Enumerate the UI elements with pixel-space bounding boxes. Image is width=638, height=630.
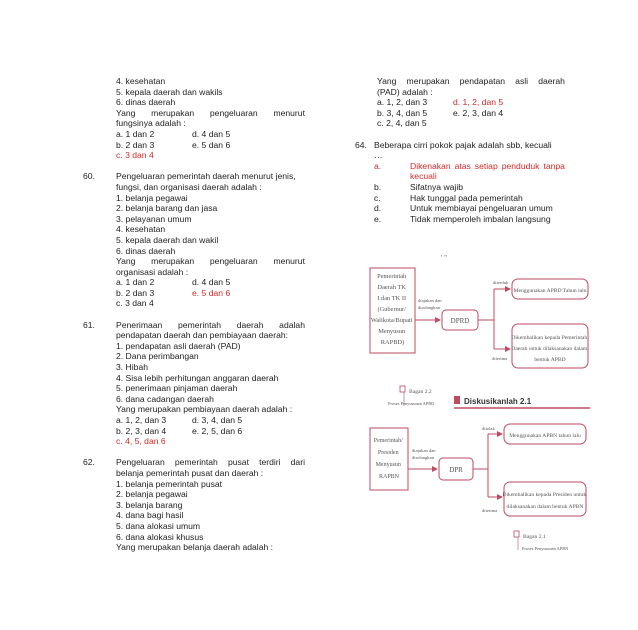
answer-option: c. 4, 5, dan 6 (116, 436, 166, 447)
section-title: Diskusikanlah 2.1 (464, 397, 532, 406)
list-item: 6. dana alokasi khusus (116, 531, 204, 542)
question-62: 62. Pengeluaran pemerintah pusat terdiri dari belanja pemerintah pusat dan daerah : 1. belanja pemerintah pusat 2. belanja pegawai 3. belanja barang 4. dana bagi hasil 5. dana alokasi umum 6. dana alokasi khusus Yang merupakan belanja daerah adalah : (83, 457, 305, 553)
option-row: b. 2 dan 3 e. 5 dan 6 (116, 139, 231, 150)
apbn-caption-subtitle: Proses Penyusunan APBN (522, 546, 569, 551)
question-number: 64. (355, 139, 367, 150)
apbd-arrow-label: diajukan dan dirolangkan (418, 298, 442, 310)
option: b. Sifatnya wajib (374, 181, 464, 192)
list-item: 3. pelayanan umum (116, 213, 192, 224)
list-item: 3. belanja barang (116, 499, 183, 510)
apbd-caption-subtitle: Proses Penyusunan APBD (388, 401, 435, 406)
question-line: Yang merupakan pengeluaran menurut (116, 107, 305, 118)
list-item: 4. kesehatan (116, 76, 166, 86)
apbd-down-label: diterima (492, 356, 508, 361)
question-number: 61. (83, 319, 95, 330)
apbd-caption-title: Bagan 2.2 (409, 389, 432, 395)
list-item: 2. belanja pegawai (116, 489, 188, 500)
list-item: 5. penerimaan pinjaman daerah (116, 383, 238, 394)
svg-text:Menggunakan APBD Tahun lalu: Menggunakan APBD Tahun lalu (513, 288, 587, 294)
apbn-up-label: ditolak (482, 426, 495, 431)
list-item: 1. pendapatan asli daerah (PAD) (116, 340, 241, 351)
list-item: 6. dana cadangan daerah (116, 393, 214, 404)
option: d. Untuk membiayai pengeluaran umum (374, 203, 553, 214)
option-row: a. 1, 2, dan 3 d. 1, 2, dan 5 (377, 97, 504, 108)
option-row: a. 1 dan 2 d. 4 dan 5 (116, 128, 231, 139)
svg-text:Dikembalikan kepada Presiden u: Dikembalikan kepada Presiden untuk dilaksanakan dalam bentuk APBN (502, 492, 587, 510)
apbn-caption-title: Bagan 2.1 (523, 534, 546, 540)
dprd-label: DPRD (450, 317, 470, 325)
list-item: 2. belanja barang dan jasa (116, 203, 218, 214)
option-row: a. 1 dan 2 d. 4 dan 5 (116, 277, 231, 288)
answer-option: d. 1, 2, dan 5 (453, 97, 504, 108)
svg-text:Menggunakan APBN tahun lalu: Menggunakan APBN tahun lalu (509, 433, 581, 439)
apbn-source-text: Pemerintah/ Presiden Menyusun RAPBN (373, 438, 403, 480)
list-item: 3. Hibah (116, 362, 149, 373)
quote-marks: ' " (441, 254, 447, 262)
list-item: 5. dana alokasi umum (116, 520, 201, 531)
question-59-tail: 4. kesehatan 5. kepala daerah dan wakils 6. dinas daerah Yang merupakan pengeluaran menurut fungsinya adalah : a. 1 dan 2 d. 4 dan 5 b. 2 dan 3 e. 5 dan 6 c. 3 dan 4 (83, 76, 305, 161)
left-column (83, 76, 305, 553)
apbn-down-box (504, 482, 586, 516)
dpr-label: DPR (449, 466, 463, 474)
right-column (355, 76, 565, 224)
answer-option: c. 3 dan 4 (116, 150, 154, 161)
list-item: 1. belanja pegawai (116, 192, 188, 203)
option: c. Hak tunggal pada pemerintah (374, 192, 523, 203)
question-number: 62. (83, 457, 95, 468)
list-item: 6. dinas daerah (116, 97, 176, 108)
option-row: b. 2 dan 3 e. 5 dan 6 (116, 287, 231, 298)
list-item: 4. Sisa lebih perhitungan anggaran daerah (116, 372, 279, 383)
list-item: 4. dana bagi hasil (116, 510, 184, 521)
question-line: Yang merupakan pengeluaran menurut (116, 256, 305, 267)
apbn-down-label: diterima (482, 508, 498, 513)
answer-option: e. 5 dan 6 (192, 287, 231, 298)
list-item: 4. kesehatan (116, 224, 166, 235)
answer-option: a. Dikenakan atas setiap penduduk tanpa (374, 160, 565, 171)
list-item: 5. kepala daerah dan wakils (116, 86, 223, 97)
list-item: 1. belanja pemerintah pusat (116, 478, 223, 489)
option-row: b. 3, 4, dan 5 e. 2, 3, dan 4 (377, 107, 504, 118)
option: e. Tidak memperoleh imbalan langsung (374, 213, 551, 224)
question-number: 60. (83, 171, 95, 182)
list-item: 5. kepala daerah dan wakil (116, 234, 219, 245)
option-row: a. 1, 2, dan 3 d. 3, 4, dan 5 (116, 415, 243, 425)
apbn-arrow-label: diajukan dan dirolangkan (412, 448, 436, 460)
question-64: 64. Beberapa cirri pokok pajak adalah sbb, kecuali … a. Dikenakan atas setiap penduduk tanpa kecuali b. Sifatnya wajib c. Hak tunggal pada pemerintah d. Untuk membiayai pengeluaran umum e. Tidak memperoleh imbalan langsung (355, 139, 565, 224)
question-63-tail: Yang merupakan pendapatan asli daerah (PAD) adalah : a. 1, 2, dan 3 d. 1, 2, dan 5 b. 3, 4, dan 5 e. 2, 3, dan 4 c. 2, 4, dan 5 (355, 76, 565, 129)
apbd-source-text: Pemerintah Daerah TK I dan TK II (Gubernur/ Walikota/Bupati Menyusun RAPBD) (370, 273, 413, 346)
svg-text:Dikembalikan kepada Pemerintah: Dikembalikan kepada Pemerintah Daerah untuk dilaksanakan dalam bentuk APBD (511, 335, 588, 363)
budget-process-diagram (364, 254, 594, 562)
option-row: b. 2, 3, dan 4 e. 2, 5, dan 6 (116, 425, 243, 436)
apbd-up-label: diterduk (493, 280, 509, 285)
list-item: 2. Dana perimbangan (116, 351, 199, 362)
question-60: 60. Pengeluaran pemerintah daerah menurut jenis, fungsi, dan organisasi daerah adalah : 1. belanja pegawai 2. belanja barang dan jasa 3. pelayanan umum 4. kesehatan 5. kepala daerah dan wakil 6. dinas daerah Yang merupakan pengeluaran menurut organisasi adalah : a. 1 dan 2 d. 4 dan 5 b. 2 dan 3 e. 5 dan 6 c. 3 dan 4 (83, 171, 305, 309)
list-item: 6. dinas daerah (116, 245, 176, 256)
question-61: 61. Penerimaan pemerintah daerah adalah pendapatan daerah dan pembiayaan daerah: 1. pendapatan asli daerah (PAD) 2. Dana perimbangan 3. Hibah 4. Sisa lebih perhitungan anggaran daerah 5. penerimaan pinjaman daerah 6. dana cadangan daerah Yang merupakan pembiayaan daerah adalah : a. 1, 2, dan 3 d. 3, 4, dan 5 b. 2, 3, dan 4 e. 2, 5, dan 6 c. 4, 5, dan 6 (83, 319, 305, 447)
